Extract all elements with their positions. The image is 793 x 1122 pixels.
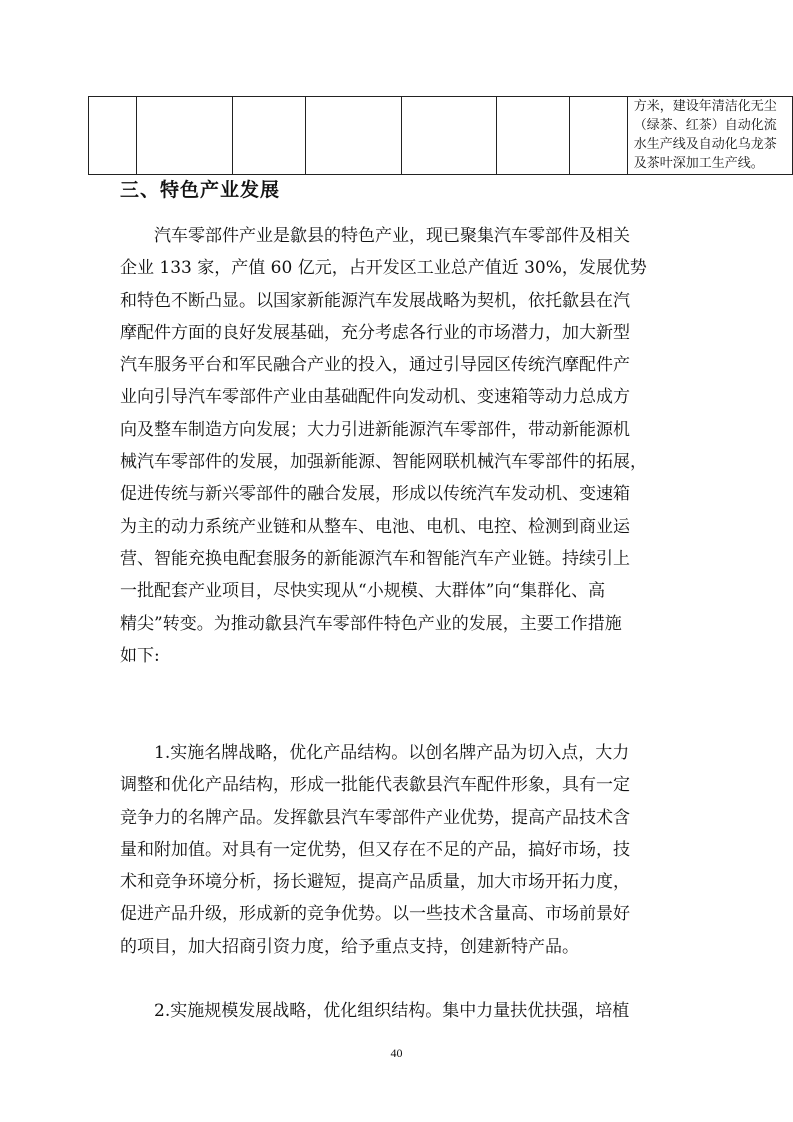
table-cell xyxy=(137,97,233,175)
text-line: 调整和优化产品结构，形成一批能代表歙县汽车配件形象，具有一定 xyxy=(120,775,630,796)
paragraph-brand-strategy xyxy=(120,737,680,963)
paragraph-auto-parts-overview xyxy=(120,220,680,672)
table-cell xyxy=(401,97,497,175)
text-line: 的项目，加大招商引资力度，给予重点支持，创建新特产品。 xyxy=(120,936,579,957)
table-cell-line: 水生产线及自动化乌龙茶 xyxy=(633,137,777,152)
table-row xyxy=(89,97,793,175)
text-line: 摩配件方面的良好发展基础，充分考虑各行业的市场潜力，加大新型 xyxy=(120,322,630,343)
text-line: 汽车服务平台和军民融合产业的投入，通过引导园区传统汽摩配件产 xyxy=(120,355,630,376)
table-cell xyxy=(570,97,627,175)
text-line: 营、智能充换电配套服务的新能源汽车和智能汽车产业链。持续引上 xyxy=(120,548,630,569)
text-line: 械汽车零部件的发展，加强新能源、智能网联机械汽车零部件的拓展， xyxy=(120,452,647,473)
table-cell-line: 及茶叶深加工生产线。 xyxy=(633,156,764,171)
text-line: 2.实施规模发展战略，优化组织结构。集中力量扶优扶强，培植 xyxy=(154,1001,630,1021)
text-line: 一批配套产业项目，尽快实现从“小规模、大群体”向“集群化、高 xyxy=(120,581,606,602)
text-line: 1.实施名牌战略，优化产品结构。以创名牌产品为切入点，大力 xyxy=(154,743,630,763)
text-line: 术和竞争环境分析，扬长避短，提高产品质量，加大市场开拓力度， xyxy=(120,872,630,893)
text-line: 量和附加值。对具有一定优势，但又存在不足的产品，搞好市场，技 xyxy=(120,839,630,860)
table-fragment xyxy=(88,96,793,175)
text-line: 向及整车制造方向发展；大力引进新能源汽车零部件，带动新能源机 xyxy=(120,419,630,440)
table-cell-description xyxy=(627,97,792,175)
table-cell-line: 方米，建设年清洁化无尘 xyxy=(633,99,777,114)
table-cell xyxy=(89,97,137,175)
table-cell-line: （绿茶、红茶）自动化流 xyxy=(633,118,777,133)
text-line: 企业 133 家，产值 60 亿元，占开发区工业总产值近 30%，发展优势 xyxy=(120,258,647,279)
text-line: 和特色不断凸显。以国家新能源汽车发展战略为契机，依托歙县在汽 xyxy=(120,290,630,311)
table-cell xyxy=(306,97,402,175)
text-line: 如下: xyxy=(120,645,160,666)
page-number: 40 xyxy=(390,1046,403,1060)
text-line: 促进传统与新兴零部件的融合发展，形成以传统汽车发动机、变速箱 xyxy=(120,484,630,505)
table-cell xyxy=(233,97,306,175)
text-line: 促进产品升级，形成新的竞争优势。以一些技术含量高、市场前景好 xyxy=(120,904,630,925)
text-line: 汽车零部件产业是歙县的特色产业，现已聚集汽车零部件及相关 xyxy=(154,226,630,246)
table-cell xyxy=(497,97,570,175)
section-heading: 三、特色产业发展 xyxy=(120,179,281,201)
text-line: 业向引导汽车零部件产业由基础配件向发动机、变速箱等动力总成方 xyxy=(120,387,630,408)
text-line: 为主的动力系统产业链和从整车、电池、电机、电控、检测到商业运 xyxy=(120,516,630,537)
paragraph-scale-strategy xyxy=(120,995,680,1027)
text-line: 竞争力的名牌产品。发挥歙县汽车零部件产业优势，提高产品技术含 xyxy=(120,807,630,828)
text-line: 精尖”转变。为推动歙县汽车零部件特色产业的发展，主要工作措施 xyxy=(120,613,622,634)
